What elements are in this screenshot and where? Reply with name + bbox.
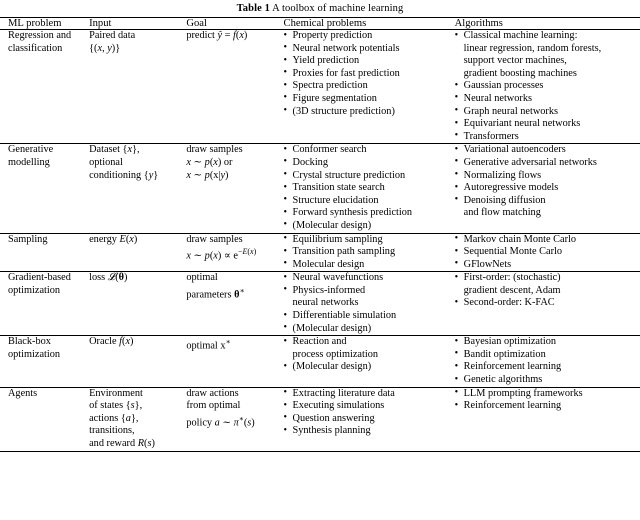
bullet-icon: • [454, 399, 459, 411]
bullet-icon: • [283, 245, 288, 257]
cell-goal-line: draw actions [186, 387, 239, 399]
cell-goal-line: predict ŷ = f(x) [186, 30, 248, 41]
list-item-continuation [455, 43, 640, 56]
list-item [455, 336, 640, 349]
list-item-continuation-label: support vector machines, [463, 55, 567, 67]
bullet-icon: • [283, 67, 288, 79]
cell-chemical-problems-list [284, 144, 455, 232]
cell-algorithms [455, 336, 640, 387]
rule-cell [89, 451, 186, 452]
list-item [455, 93, 640, 106]
column-header-algorithms: Algorithms [455, 18, 640, 30]
cell-input-line: Environment [89, 387, 143, 399]
cell-goal [186, 336, 283, 387]
bullet-icon: • [283, 424, 288, 436]
cell-goal-line: x ∼ p(x) or [186, 156, 233, 168]
cell-input-line: {(x, y)} [89, 42, 121, 54]
list-item [284, 195, 455, 208]
rule-cell [0, 451, 89, 452]
list-item-continuation [284, 297, 455, 310]
column-header-chemical-problems: Chemical problems [284, 18, 455, 30]
list-item-continuation-label: neural networks [292, 297, 359, 309]
list-item [455, 170, 640, 183]
list-item-label: Structure elucidation [292, 194, 379, 206]
cell-input-line: and reward R(s) [89, 438, 155, 449]
cell-chemical-problems [284, 144, 455, 233]
table-header-row [0, 18, 640, 30]
list-item [455, 30, 640, 43]
bullet-icon: • [283, 258, 288, 270]
cell-goal [186, 233, 283, 272]
bullet-icon: • [454, 181, 459, 193]
cell-input [89, 30, 186, 144]
table-row [0, 233, 640, 272]
bullet-icon: • [283, 309, 288, 321]
cell-goal-line: draw samples [186, 144, 243, 156]
bullet-icon: • [283, 399, 288, 411]
cell-input-line: loss 𝓛(θ) [89, 272, 128, 284]
cell-input-line: transitions, [89, 425, 135, 437]
list-item-continuation [455, 68, 640, 81]
bullet-icon: • [283, 219, 288, 231]
list-item [284, 220, 455, 233]
list-item [284, 285, 455, 298]
cell-input-line: Dataset {x}, [89, 144, 140, 156]
list-item [284, 144, 455, 157]
list-item [455, 106, 640, 119]
bullet-icon: • [283, 284, 288, 296]
list-item [455, 349, 640, 362]
list-item [284, 234, 455, 247]
cell-input [89, 272, 186, 336]
cell-goal [186, 30, 283, 144]
list-item [284, 246, 455, 259]
cell-algorithms-list [455, 144, 640, 220]
cell-chemical-problems-list [284, 272, 455, 335]
list-item-label: (Molecular design) [292, 322, 372, 334]
cell-goal [186, 272, 283, 336]
list-item [455, 195, 640, 208]
bullet-icon: • [283, 233, 288, 244]
bullet-icon: • [283, 412, 288, 424]
bullet-icon: • [283, 29, 288, 41]
cell-ml-problem [0, 336, 89, 387]
list-item-continuation [455, 55, 640, 68]
bullet-icon: • [454, 387, 459, 399]
bullet-icon: • [454, 245, 459, 257]
cell-ml-problem-line: Black-box [8, 336, 51, 348]
bullet-icon: • [454, 117, 459, 129]
cell-algorithms-list [455, 336, 640, 386]
cell-chemical-problems [284, 387, 455, 451]
cell-input-line: Oracle f(x) [89, 336, 134, 348]
list-item [284, 170, 455, 183]
cell-algorithms [455, 30, 640, 144]
list-item [284, 93, 455, 106]
list-item-label: Autoregressive models [463, 182, 559, 194]
list-item [455, 246, 640, 259]
list-item-continuation [284, 349, 455, 362]
list-item-label: Forward synthesis prediction [292, 207, 413, 219]
list-item-label: Executing simulations [292, 400, 385, 412]
list-item-label: LLM prompting frameworks [463, 387, 583, 399]
list-item-label: Genetic algorithms [463, 374, 543, 386]
cell-ml-problem [0, 272, 89, 336]
list-item [284, 30, 455, 43]
cell-chemical-problems-list [284, 336, 455, 374]
list-item-label: Yield prediction [292, 55, 360, 67]
list-item-label: Transition path sampling [292, 246, 396, 258]
bullet-icon: • [454, 348, 459, 360]
list-item [455, 400, 640, 413]
cell-input-line: energy E(x) [89, 233, 138, 245]
cell-ml-problem [0, 233, 89, 272]
list-item-continuation-label: linear regression, random forests, [463, 42, 602, 54]
list-item-label: Differentiable simulation [292, 310, 397, 322]
list-item-label: Question answering [292, 412, 375, 424]
bullet-icon: • [454, 360, 459, 372]
list-item-continuation-label: and flow matching [463, 207, 541, 219]
list-item [455, 131, 640, 144]
rule-cell [455, 451, 640, 452]
cell-chemical-problems-list [284, 30, 455, 118]
cell-ml-problem [0, 144, 89, 233]
list-item-label: Graph neural networks [463, 105, 558, 117]
bullet-icon: • [283, 54, 288, 66]
cell-ml-problem-line: classification [8, 42, 63, 54]
list-item-continuation-label: gradient descent, Adam [463, 284, 561, 296]
list-item [284, 336, 455, 349]
bullet-icon: • [454, 373, 459, 385]
cell-ml-problem-line: optimization [8, 284, 61, 296]
list-item-label: Docking [292, 156, 328, 168]
list-item [455, 388, 640, 401]
list-item [284, 272, 455, 285]
cell-goal [186, 144, 283, 233]
cell-algorithms [455, 272, 640, 336]
cell-goal-line: from optimal [186, 400, 241, 412]
list-item [455, 297, 640, 310]
bullet-icon: • [454, 29, 459, 41]
cell-input [89, 387, 186, 451]
list-item [455, 272, 640, 285]
list-item [455, 361, 640, 374]
table-row [0, 387, 640, 451]
list-item-continuation-label: process optimization [292, 348, 379, 360]
list-item [284, 400, 455, 413]
cell-ml-problem-line: optimization [8, 348, 61, 360]
list-item [284, 80, 455, 93]
bullet-icon: • [454, 79, 459, 91]
column-header-ml-problem: ML problem [0, 18, 89, 30]
list-item [284, 43, 455, 56]
bullet-icon: • [283, 322, 288, 334]
bullet-icon: • [454, 335, 459, 347]
bullet-icon: • [454, 130, 459, 142]
list-item [284, 361, 455, 374]
list-item [455, 80, 640, 93]
bullet-icon: • [283, 156, 288, 168]
list-item [455, 118, 640, 131]
caption-text: A toolbox of machine learning [272, 3, 404, 14]
cell-input-line: optional [89, 156, 123, 168]
list-item [455, 182, 640, 195]
list-item [284, 157, 455, 170]
list-item-label: (3D structure prediction) [292, 105, 395, 117]
bullet-icon: • [454, 258, 459, 270]
list-item-label: Physics-informed [292, 284, 366, 296]
list-item [284, 55, 455, 68]
list-item-label: Transition state search [292, 182, 385, 194]
bullet-icon: • [454, 194, 459, 206]
list-item-label: Normalizing flows [463, 169, 542, 181]
bullet-icon: • [283, 92, 288, 104]
list-item-label: Neural wavefunctions [292, 272, 384, 284]
list-item-label: Extracting literature data [292, 387, 395, 399]
list-item [284, 310, 455, 323]
list-item [284, 413, 455, 426]
list-item-label: Classical machine learning: [463, 30, 578, 41]
list-item-label: Gaussian processes [463, 80, 544, 92]
cell-algorithms-list [455, 234, 640, 272]
list-item-label: Bayesian optimization [463, 336, 557, 348]
cell-goal-line: parameters θ∗ [186, 285, 245, 301]
list-item [455, 374, 640, 387]
list-item [284, 106, 455, 119]
list-item-label: Equilibrium sampling [292, 233, 383, 245]
list-item-continuation [455, 207, 640, 220]
table-row [0, 30, 640, 144]
cell-chemical-problems [284, 233, 455, 272]
bullet-icon: • [454, 233, 459, 244]
cell-goal [186, 387, 283, 451]
list-item-label: Equivariant neural networks [463, 118, 581, 130]
list-item-label: Figure segmentation [292, 92, 377, 104]
list-item-continuation-label: gradient boosting machines [463, 67, 577, 79]
table-caption [0, 0, 640, 17]
cell-ml-problem-line: Generative [8, 144, 54, 156]
bullet-icon: • [454, 271, 459, 283]
bullet-icon: • [454, 92, 459, 104]
cell-ml-problem-line: Regression and [8, 30, 72, 41]
table-row [0, 144, 640, 233]
list-item-continuation [455, 285, 640, 298]
cell-ml-problem-line: Sampling [8, 233, 48, 245]
cell-input [89, 336, 186, 387]
list-item-label: (Molecular design) [292, 361, 372, 373]
list-item [284, 425, 455, 438]
bullet-icon: • [283, 206, 288, 218]
list-item-label: GFlowNets [463, 258, 512, 270]
list-item-label: Denoising diffusion [463, 194, 546, 206]
list-item-label: Molecular design [292, 258, 365, 270]
bullet-icon: • [283, 143, 288, 155]
bullet-icon: • [283, 42, 288, 54]
cell-input [89, 233, 186, 272]
bullet-icon: • [283, 271, 288, 283]
cell-goal-line: policy a ∼ π∗(s) [186, 413, 255, 429]
list-item-label: Neural networks [463, 92, 532, 104]
cell-ml-problem [0, 30, 89, 144]
cell-goal-line: x ∼ $p(x) \propto e^{-E(x)}$ [186, 247, 257, 262]
cell-algorithms-list [455, 272, 640, 310]
cell-chemical-problems-list [284, 234, 455, 272]
cell-chemical-problems [284, 30, 455, 144]
list-item-label: Proxies for fast prediction [292, 67, 400, 79]
cell-ml-problem [0, 387, 89, 451]
list-item [284, 323, 455, 336]
cell-algorithms [455, 387, 640, 451]
bullet-icon: • [454, 169, 459, 181]
bullet-icon: • [283, 181, 288, 193]
list-item [284, 182, 455, 195]
bullet-icon: • [454, 156, 459, 168]
caption-label: Table 1 [236, 3, 270, 14]
list-item [455, 234, 640, 247]
bullet-icon: • [283, 335, 288, 347]
list-item-label: (Molecular design) [292, 219, 372, 231]
table-bottom-rule [0, 451, 640, 452]
toolbox-table [0, 17, 640, 452]
cell-chemical-problems [284, 336, 455, 387]
cell-goal-line: optimal x∗ [186, 337, 231, 352]
list-item-label: Reinforcement learning [463, 400, 562, 412]
bullet-icon: • [454, 105, 459, 117]
bullet-icon: • [454, 296, 459, 308]
list-item-label: Second-order: K-FAC [463, 297, 555, 309]
cell-input-line: of states {s}, [89, 400, 143, 412]
list-item-label: Generative adversarial networks [463, 156, 597, 168]
cell-chemical-problems-list [284, 388, 455, 438]
list-item-label: Conformer search [292, 144, 367, 156]
cell-chemical-problems [284, 272, 455, 336]
bullet-icon: • [283, 169, 288, 181]
list-item [284, 207, 455, 220]
list-item [284, 68, 455, 81]
cell-algorithms [455, 233, 640, 272]
list-item-label: Reinforcement learning [463, 361, 562, 373]
list-item-label: Neural network potentials [292, 42, 400, 54]
cell-algorithms [455, 144, 640, 233]
list-item [284, 259, 455, 272]
rule-cell [284, 451, 455, 452]
list-item-label: Crystal structure prediction [292, 169, 406, 181]
cell-ml-problem-line: Agents [8, 387, 38, 399]
bullet-icon: • [283, 105, 288, 117]
rule-cell [186, 451, 283, 452]
cell-input [89, 144, 186, 233]
list-item [284, 388, 455, 401]
list-item-label: Markov chain Monte Carlo [463, 233, 577, 245]
cell-ml-problem-line: Gradient-based [8, 272, 71, 284]
table-row [0, 272, 640, 336]
cell-goal-line: x ∼ p(x|y) [186, 169, 229, 181]
bullet-icon: • [283, 387, 288, 399]
cell-algorithms-list [455, 388, 640, 413]
table-body [0, 18, 640, 452]
cell-input-line: conditioning {y} [89, 169, 159, 181]
list-item-label: Variational autoencoders [463, 144, 566, 156]
list-item-label: Sequential Monte Carlo [463, 246, 563, 258]
list-item-label: Property prediction [292, 30, 373, 41]
list-item [455, 144, 640, 157]
list-item-label: Synthesis planning [292, 425, 371, 437]
list-item-label: Transformers [463, 130, 519, 142]
cell-goal-line: draw samples [186, 233, 243, 245]
bullet-icon: • [454, 143, 459, 155]
list-item [455, 259, 640, 272]
bullet-icon: • [283, 194, 288, 206]
bullet-icon: • [283, 360, 288, 372]
list-item [455, 157, 640, 170]
list-item-label: Spectra prediction [292, 80, 368, 92]
cell-algorithms-list [455, 30, 640, 143]
list-item-label: Bandit optimization [463, 348, 546, 360]
cell-input-line: Paired data [89, 30, 136, 41]
cell-goal-line: optimal [186, 272, 218, 284]
list-item-label: Reaction and [292, 336, 347, 348]
cell-ml-problem-line: modelling [8, 156, 50, 168]
column-header-goal: Goal [186, 18, 283, 30]
table-row [0, 336, 640, 387]
cell-input-line: actions {a}, [89, 412, 139, 424]
bullet-icon: • [283, 79, 288, 91]
column-header-input: Input [89, 18, 186, 30]
list-item-label: First-order: (stochastic) [463, 272, 561, 284]
